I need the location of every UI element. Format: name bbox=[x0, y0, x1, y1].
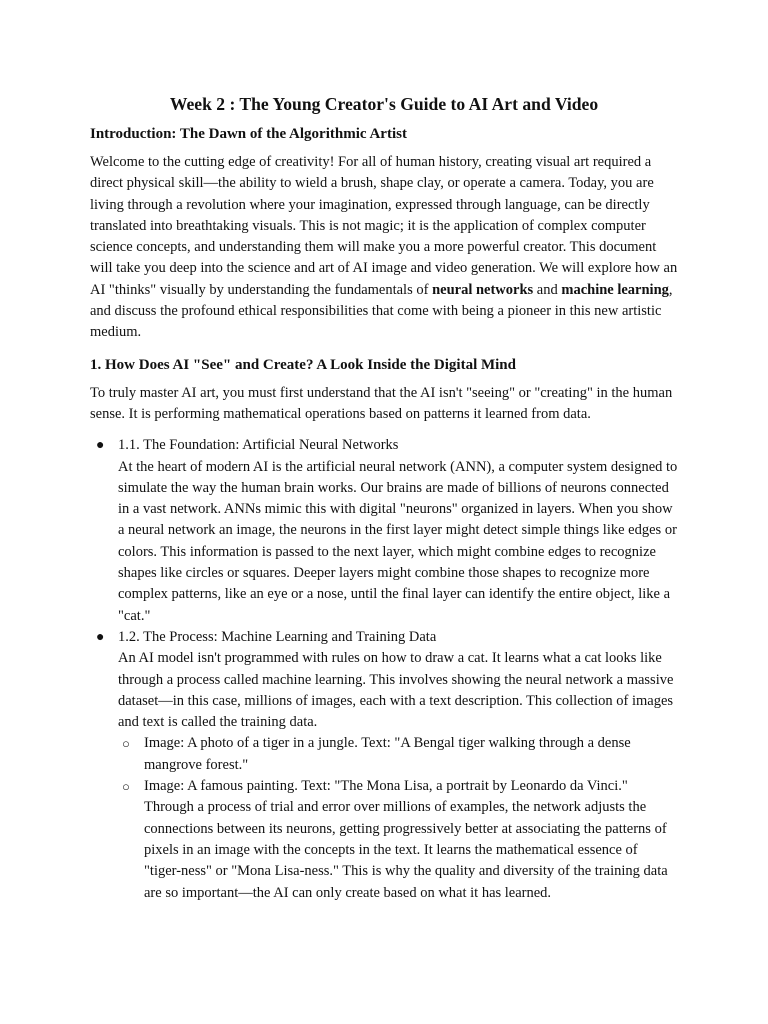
intro-text-part1: Welcome to the cutting edge of creativity! For all of human history, creating visual art required a direct physical skill—the ability to wield a brush, shape clay, or operate a camera. Today, you are living through a revolution where your imagination, expressed through language, can be directly translated into breathtaking visuals. This is not magic; it is the application of complex computer science concepts, and understanding them will make you a more powerful creator. This document will take you deep into the science and art of AI image and video generation. We will explore how an AI "thinks" visually by understanding the fundamentals of bbox=[90, 154, 678, 298]
list-item-neural-networks bbox=[90, 435, 678, 627]
intro-text-part3: , and discuss the profound ethical responsibilities that come with being a pioneer in this new artistic medium. bbox=[90, 281, 673, 341]
training-data-examples bbox=[118, 733, 678, 903]
intro-bold-machine-learning: machine learning bbox=[561, 281, 669, 298]
intro-bold-neural-networks: neural networks bbox=[432, 281, 534, 298]
sub-bullet-marker: ○ bbox=[122, 736, 130, 752]
intro-text-part2: and bbox=[533, 281, 562, 298]
list-item-body: An AI model isn't programmed with rules on how to draw a cat. It learns what a cat looks like through a process called machine learning. This involves showing the neural network a massive dataset—in this case, millions of images, each with a text description. This collection of images and text is called the training data. bbox=[118, 650, 674, 731]
intro-heading: Introduction: The Dawn of the Algorithmic Artist bbox=[90, 126, 407, 142]
list-item-title: 1.1. The Foundation: Artificial Neural Networks bbox=[118, 437, 399, 454]
sublist-item-tiger bbox=[118, 733, 678, 776]
bullet-marker: ● bbox=[96, 438, 105, 454]
sublist-item-mona-lisa bbox=[118, 776, 678, 904]
list-item-machine-learning bbox=[90, 627, 678, 904]
sublist-item-text: Image: A photo of a tiger in a jungle. Text: "A Bengal tiger walking through a dense mangrove forest." bbox=[144, 735, 631, 773]
section1-list bbox=[90, 435, 678, 904]
intro-paragraph bbox=[90, 152, 678, 344]
sub-bullet-marker: ○ bbox=[122, 779, 130, 795]
bullet-marker: ● bbox=[96, 629, 105, 645]
section1-heading: 1. How Does AI "See" and Create? A Look Inside the Digital Mind bbox=[90, 356, 516, 373]
list-item-title: 1.2. The Process: Machine Learning and Training Data bbox=[118, 628, 437, 645]
sublist-item-text: Image: A famous painting. Text: "The Mona Lisa, a portrait by Leonardo da Vinci." Through a process of trial and error over millions of examples, the network adjusts the connections between its neurons, getting progressively better at associating the patterns of pixels in an image with the concepts in the text. It learns the mathematical essence of "tiger-ness" or "Mona Lisa-ness." This is why the quality and diversity of the training data are so important—the AI can only create based on what it has learned. bbox=[144, 778, 668, 901]
document-title: Week 2 : The Young Creator's Guide to AI Art and Video bbox=[169, 94, 599, 114]
list-item-body: At the heart of modern AI is the artificial neural network (ANN), a computer system designed to simulate the way the human brain works. Our brains are made of billions of neurons connected in a vast network. ANNs mimic this with digital "neurons" organized in layers. When you show a neural network an image, the neurons in the first layer might detect simple things like edges or colors. This information is passed to the next layer, which might combine edges to recognize shapes like circles or squares. Deeper layers might combine those shapes to recognize more complex patterns, like an eye or a nose, until the final layer can identify the entire object, like a "cat." bbox=[118, 458, 678, 624]
section1-paragraph: To truly master AI art, you must first understand that the AI isn't "seeing" or "creating" in the human sense. It is performing mathematical operations based on patterns it learned from data. bbox=[90, 384, 673, 422]
